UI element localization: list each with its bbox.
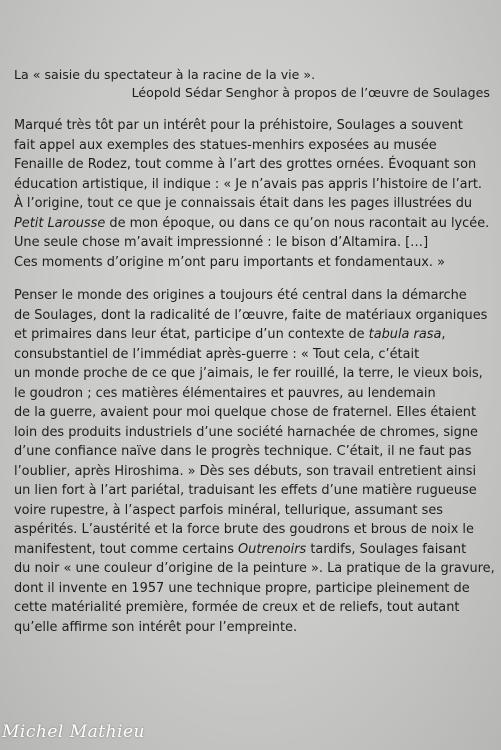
text-fragment: manifestent, tout comme certains xyxy=(14,541,239,557)
text-fragment: de mon époque, ou dans ce qu’on nous racontait au lycée. xyxy=(105,215,490,231)
text-panel xyxy=(14,66,495,651)
text-line: du noir « une couleur d’origine de la peinture ». La pratique de la gravure, xyxy=(14,561,495,576)
text-line: Marqué très tôt par un intérêt pour la préhistoire, Soulages a souvent xyxy=(14,118,463,133)
text-line: voire rupestre, à l’aspect parfois minéral, tellurique, assumant ses xyxy=(14,502,444,518)
text-line: Ces moments d’origine m’ont paru importants et fondamentaux. » xyxy=(14,254,445,270)
text-line: consubstantiel de l’immédiat après-guerre : « Tout cela, c’était xyxy=(14,346,420,362)
attribution: Léopold Sédar Senghor à propos de l’œuvre de Soulages xyxy=(131,85,490,100)
text-line: un lien fort à l’art pariétal, traduisant les effets d’une matière rugueuse xyxy=(14,483,477,498)
text-line: loin des produits industriels d’une société harnachée de chromes, signe xyxy=(14,424,478,440)
italic-title: Petit Larousse xyxy=(14,215,106,231)
text-line: dont il invente en 1957 une technique propre, participe pleinement de xyxy=(14,580,470,596)
text-line: Fenaille de Rodez, tout comme à l’art des grottes ornées. Évoquant son xyxy=(14,157,477,172)
text-line: Une seule chose m’avait impressionné : le bison d’Altamira. […] xyxy=(14,235,429,250)
text-line: l’oublier, après Hiroshima. » Dès ses débuts, son travail entretient ainsi xyxy=(14,463,477,479)
text-line: qu’elle affirme son intérêt pour l’empreinte. xyxy=(14,619,298,635)
text-line xyxy=(14,540,490,560)
text-line: aspérités. L’austérité et la force brute des goudrons et brous de noix le xyxy=(14,522,474,537)
text-line: À l’origine, tout ce que je connaissais était dans les pages illustrées du xyxy=(14,196,473,211)
paragraph-1 xyxy=(14,116,490,272)
text-fragment: et primaires dans leur état, participe d’un contexte de xyxy=(14,327,369,342)
text-line: de la guerre, avaient pour moi quelque chose de fraternel. Elles étaient xyxy=(14,405,476,420)
text-line: Penser le monde des origines a toujours été central dans la démarche xyxy=(14,288,467,303)
italic-title: Outrenoirs xyxy=(238,541,307,557)
photographer-signature: Michel Mathieu xyxy=(2,722,145,742)
text-line: cette matérialité première, formée de creux et de reliefs, tout autant xyxy=(14,600,460,615)
text-fragment: tardifs, Soulages faisant xyxy=(306,541,467,557)
text-line: éducation artistique, il indique : « Je n’avais pas appris l’histoire de l’art. xyxy=(14,176,483,192)
quote: La « saisie du spectateur à la racine de la vie ». xyxy=(14,67,316,82)
text-line xyxy=(14,214,490,234)
paragraph-2 xyxy=(14,286,495,637)
text-line: de Soulages, dont la radicalité de l’œuvre, faite de matériaux organiques xyxy=(14,307,488,323)
text-line: un monde proche de ce que j’aimais, le fer rouillé, la terre, le vieux bois, xyxy=(14,366,483,381)
text-line xyxy=(14,325,490,345)
text-fragment: , xyxy=(441,327,446,342)
text-line: le goudron ; ces matières élémentaires et pauvres, au lendemain xyxy=(14,385,436,401)
italic-term: tabula rasa xyxy=(368,327,442,342)
text-line: fait appel aux exemples des statues-menhirs exposées au musée xyxy=(14,137,437,153)
text-line: d’une confiance naïve dans le progrès technique. C’était, il ne faut pas xyxy=(14,444,472,459)
